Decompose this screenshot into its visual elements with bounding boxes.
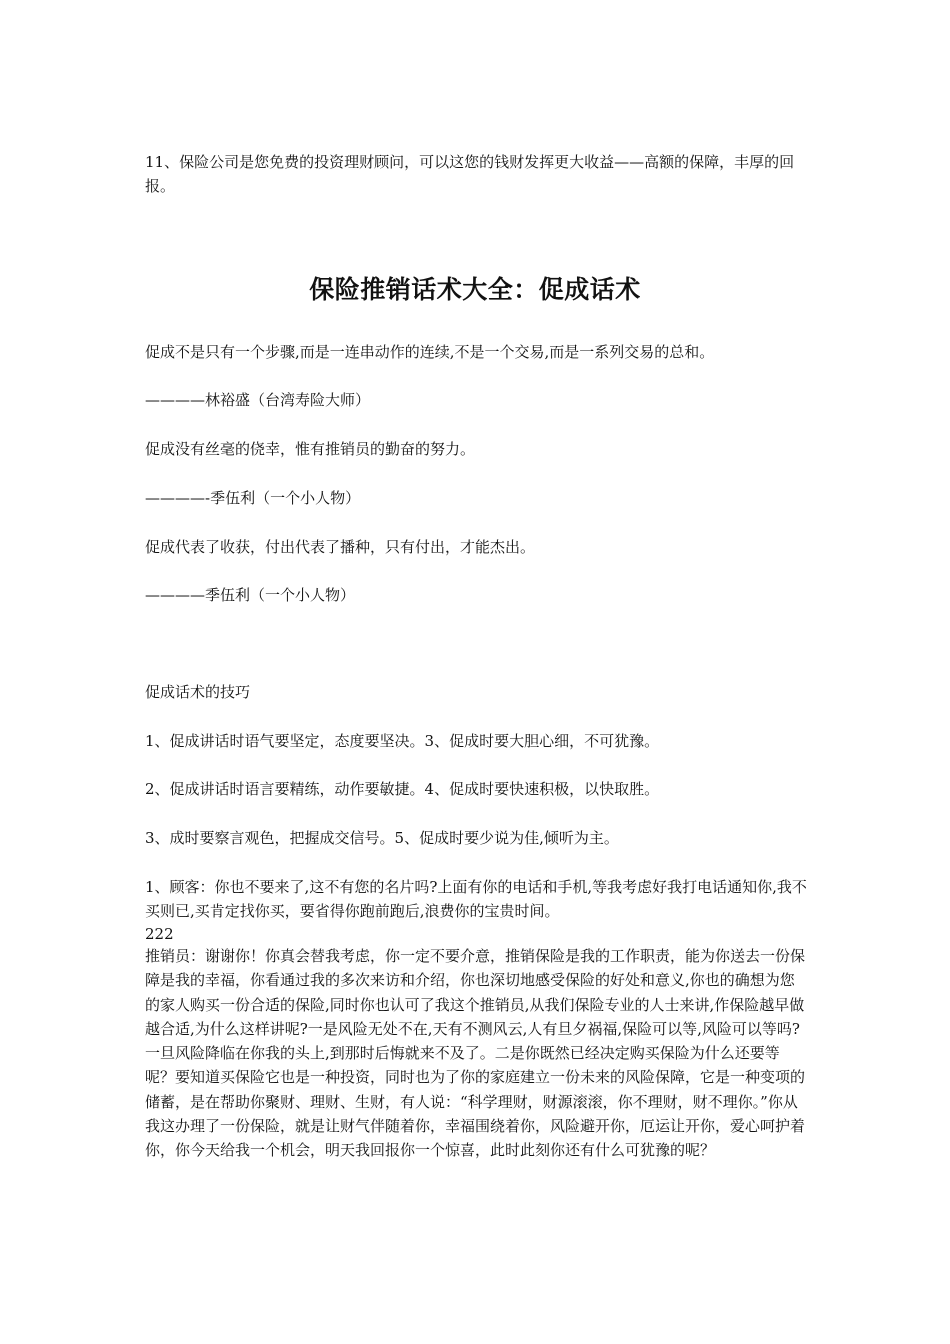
customer-dialogue: 1、顾客：你也不要来了,这不有您的名片吗?上面有你的电话和手机,等我考虑好我打电话通知你,我不买则已,买肯定找你买，要省得你跑前跑后,浪费你的宝贵时间。 — [145, 878, 807, 920]
quote-2-text: 促成没有丝毫的侥幸，惟有推销员的勤奋的努力。 — [145, 440, 476, 458]
salesperson-dialogue: 推销员：谢谢你！你真会替我考虑，你一定不要介意，推销保险是我的工作职责，能为你送去一份保障是我的幸福，你看通过我的多次来访和介绍，你也深切地感受保险的好处和意义,你也的确想为您的家人购买一份合适的保险,同时你也认可了我这个推销员,从我们保险专业的人士来讲,作保险越早做越合适,为什么这样讲呢?一是风险无处不在,天有不测风云,人有旦夕祸福,保险可以等,风险可以等吗?一旦风险降临在你我的头上,到那时后悔就来不及了。二是你既然已经决定购买保险为什么还要等呢？要知道买保险它也是一种投资，同时也为了你的家庭建立一份未来的风险保障，它是一种变项的储蓄，是在帮助你聚财、理财、生财，有人说：“科学理财，财源滚滚，你不理财，财不理你。”你从我这办理了一份保险，就是让财气伴随着你，幸福围绕着你，风险避开你，厄运让开你，爱心呵护着你，你今天给我一个机会，明天我回报你一个惊喜，此时此刻你还有什么可犹豫的呢？ — [145, 947, 806, 1160]
skill-line-2: 2、促成讲话时语言要精练，动作要敏捷。4、促成时要快速积极，以快取胜。 — [145, 780, 660, 798]
quote-1-text: 促成不是只有一个步骤,而是一连串动作的连续,不是一个交易,而是一系列交易的总和。 — [145, 343, 715, 361]
page-title: 保险推销话术大全：促成话术 — [309, 275, 641, 304]
skills-heading: 促成话术的技巧 — [145, 683, 251, 701]
skill-line-3: 3、成时要察言观色，把握成交信号。5、促成时要少说为佳,倾听为主。 — [145, 829, 619, 847]
quote-3-text: 促成代表了收获，付出代表了播种，只有付出，才能杰出。 — [145, 538, 536, 556]
quote-2-attribution: ————-季伍利（一个小人物） — [145, 489, 361, 507]
quote-1-attribution: ————林裕盛（台湾寿险大师） — [145, 391, 371, 409]
dialogue-number: 222 — [145, 925, 174, 943]
intro-paragraph: 11、保险公司是您免费的投资理财顾问，可以这您的钱财发挥更大收益——高额的保障，丰厚的回报。 — [145, 153, 795, 195]
quote-3-attribution: ————季伍利（一个小人物） — [145, 586, 356, 604]
skill-line-1: 1、促成讲话时语气要坚定，态度要坚决。3、促成时要大胆心细，不可犹豫。 — [145, 732, 660, 750]
